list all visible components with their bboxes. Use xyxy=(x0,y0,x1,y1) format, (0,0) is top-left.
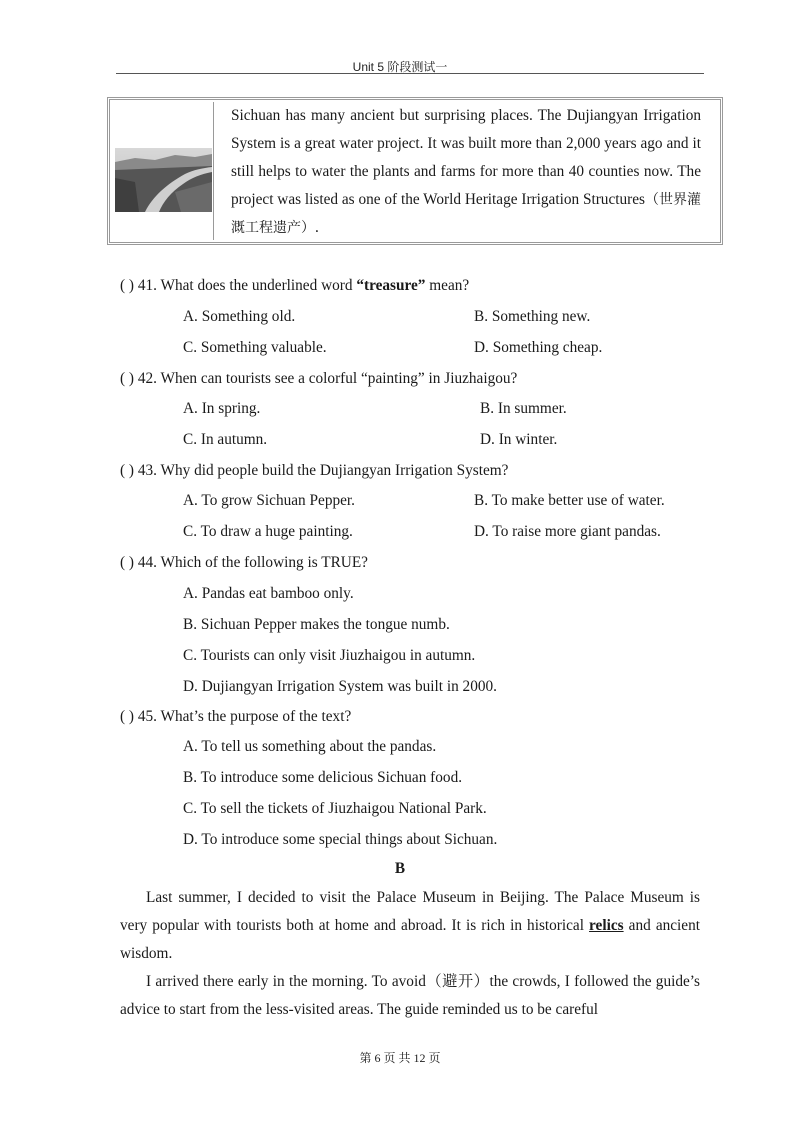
q45-option-c[interactable]: C. To sell the tickets of Jiuzhaigou National Park. xyxy=(183,800,487,817)
question-45: ( ) 45. What’s the purpose of the text? xyxy=(120,708,352,725)
page-footer: 第 6 页 共 12 页 xyxy=(359,1051,441,1065)
q44-option-d[interactable]: D. Dujiangyan Irrigation System was built in 2000. xyxy=(183,678,497,695)
q45-option-d[interactable]: D. To introduce some special things about Sichuan. xyxy=(183,831,498,848)
q41-option-a[interactable]: A. Something old. xyxy=(183,308,296,325)
passage-end: . xyxy=(315,219,319,236)
q42-option-c[interactable]: C. In autumn. xyxy=(183,431,268,448)
question-41-suffix: mean? xyxy=(425,277,470,294)
question-42-suffix: in Jiuzhaigou? xyxy=(424,370,518,387)
section-b-title: B xyxy=(394,860,406,877)
passage-body: Sichuan has many ancient but surprising places. The Dujiangyan Irrigation System is a great water project. It was built more than 2,000 years ago and it still helps to water the plants and farms for more than 40 counties now. The project was listed as one of the World Heritage Irrigation Structures xyxy=(231,107,701,208)
q44-option-b[interactable]: B. Sichuan Pepper makes the tongue numb. xyxy=(183,616,450,633)
q42-option-d[interactable]: D. In winter. xyxy=(480,431,558,448)
passage-chinese: （世界灌溉工程遗产） xyxy=(231,192,702,236)
question-42-keyword: “painting” xyxy=(361,370,425,387)
para1-keyword-relics: relics xyxy=(589,917,624,934)
q45-option-b[interactable]: B. To introduce some delicious Sichuan food. xyxy=(183,769,463,786)
passage-text xyxy=(231,102,701,242)
q43-option-d[interactable]: D. To raise more giant pandas. xyxy=(474,523,661,540)
para1-text-before: Last summer, I decided to visit the Palace Museum in Beijing. The Palace Museum is very popular with tourists both at home and abroad. It is rich in historical xyxy=(120,889,700,934)
question-41 xyxy=(120,277,469,295)
q42-option-b[interactable]: B. In summer. xyxy=(480,400,567,417)
question-44: ( ) 44. Which of the following is TRUE? xyxy=(120,554,368,571)
q44-option-c[interactable]: C. Tourists can only visit Jiuzhaigou in autumn. xyxy=(183,647,476,664)
q43-option-a[interactable]: A. To grow Sichuan Pepper. xyxy=(183,492,355,509)
para1-text-after: and ancient wisdom. xyxy=(120,917,700,962)
q41-option-d[interactable]: D. Something cheap. xyxy=(474,339,603,356)
question-41-keyword: “treasure” xyxy=(356,277,426,294)
q43-option-b[interactable]: B. To make better use of water. xyxy=(474,492,665,509)
question-42-prefix: ( ) 42. When can tourists see a colorful xyxy=(120,370,361,387)
header-rule xyxy=(116,73,704,74)
q43-option-c[interactable]: C. To draw a huge painting. xyxy=(183,523,353,540)
photo-cell xyxy=(112,102,214,240)
section-b-paragraph-2: I arrived there early in the morning. To avoid（避开）the crowds, I followed the guide’s advice to start from the less-visited areas. The guide reminded us to be careful xyxy=(120,973,700,1018)
question-41-prefix: ( ) 41. What does the underlined word xyxy=(120,277,357,294)
q44-option-a[interactable]: A. Pandas eat bamboo only. xyxy=(183,585,354,602)
section-b-paragraph-1 xyxy=(120,884,700,968)
page-header: Unit 5 阶段测试一 xyxy=(352,60,448,74)
passage-box xyxy=(107,97,723,245)
q41-option-b[interactable]: B. Something new. xyxy=(474,308,591,325)
q42-option-a[interactable]: A. In spring. xyxy=(183,400,261,417)
question-42 xyxy=(120,370,517,388)
q41-option-c[interactable]: C. Something valuable. xyxy=(183,339,327,356)
river-photo xyxy=(115,148,212,212)
question-43: ( ) 43. Why did people build the Dujiangyan Irrigation System? xyxy=(120,462,509,479)
q45-option-a[interactable]: A. To tell us something about the pandas. xyxy=(183,738,437,755)
